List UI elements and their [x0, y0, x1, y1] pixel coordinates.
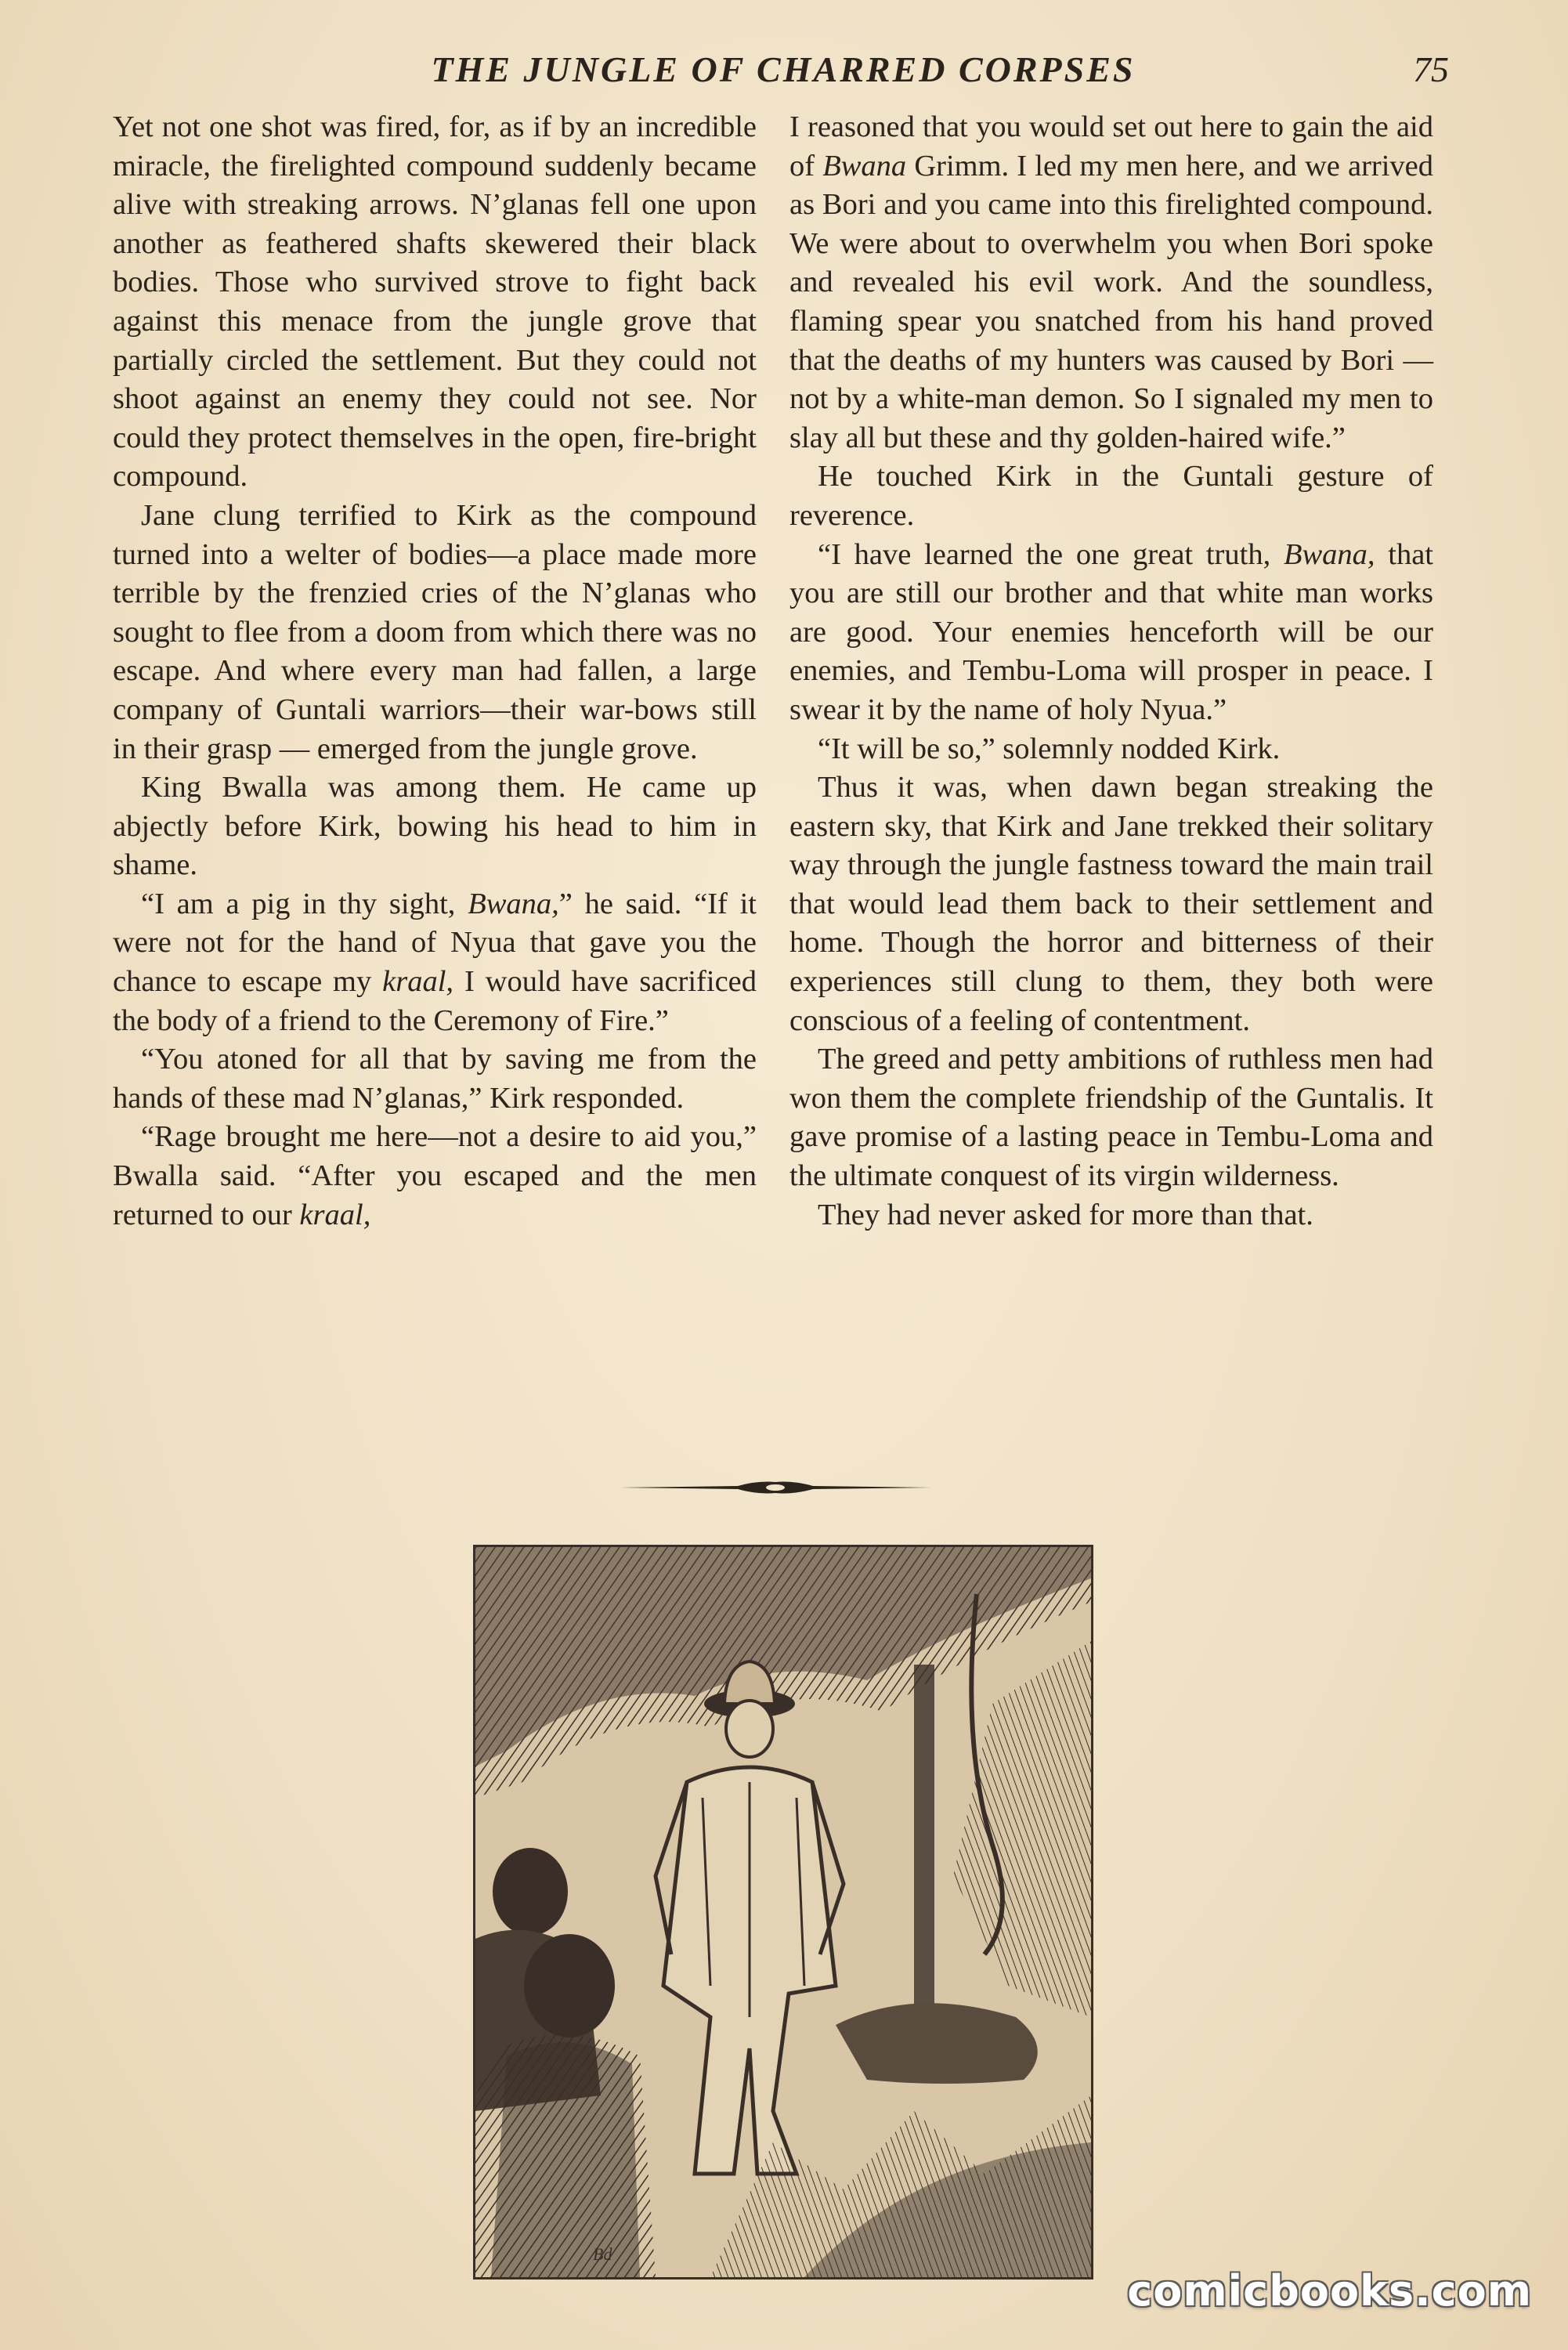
paragraph: The greed and petty ambitions of ruthless men had won them the complete friendship of the Guntalis. It gave promise of a lasting peace in Tembu-Loma and the ultimate conquest of its virgin wilderness. — [789, 1043, 1433, 1193]
left-text-column — [113, 108, 757, 1235]
watermark-text: comicbooks.com — [1127, 2266, 1532, 2316]
illustration-drawing — [475, 1547, 1091, 2277]
paragraph: “It will be so,” solemnly nodded Kirk. — [818, 732, 1281, 765]
lying-figure — [836, 2003, 1038, 2084]
paragraph: Thus it was, when dawn began streaking the eastern sky, that Kirk and Jane trekked their solitary way through the jungle fastness toward the main trail that would lead them back to their settlement and home. Though the horror and bitterness of their experiences still clung to them, they both were conscious of a feeling of contentment. — [789, 771, 1433, 1037]
paragraph: They had never asked for more than that. — [818, 1198, 1313, 1231]
artist-signature: Bd — [593, 2244, 612, 2264]
paragraph: “I am a pig in thy sight, Bwana,” he said. “If it were not for the hand of Nyua that gave you the chance to escape my kraal, I would have sacrificed the body of a friend to the Ceremony of Fire.” — [113, 887, 757, 1037]
paragraph: Jane clung terrified to Kirk as the compound turned into a welter of bodies—a place made more terrible by the frenzied cries of the N’glanas who sought to flee from a doom from which there was no escape. And where every man had fallen, a large company of Guntali warriors—their war-bows still in their grasp — emerged from the jungle grove. — [113, 498, 757, 765]
paragraph: King Bwalla was among them. He came up abjectly before Kirk, bowing his head to him in shame. — [113, 771, 757, 882]
jungle-scene-illustration — [473, 1545, 1093, 2280]
paragraph: He touched Kirk in the Guntali gesture of reverence. — [789, 460, 1433, 532]
paragraph: “Rage brought me here—not a desire to aid you,” Bwalla said. “After you escaped and the men returned to our kraal, — [113, 1120, 757, 1231]
page-number: 75 — [1413, 49, 1449, 89]
paragraph: I reasoned that you would set out here to gain the aid of Bwana Grimm. I led my men here, and we arrived as Bori and you came into this firelighted compound. We were about to overwhelm you when Bori spoke and revealed his evil work. And the soundless, flaming spear you snatched from his hand proved that the deaths of my hunters was caused by Bori — not by a white-man demon. So I signaled my men to slay all but these and thy golden-haired wife.” — [789, 110, 1433, 454]
paragraph: “I have learned the one great truth, Bwana, that you are still our brother and that white man works are good. Your enemies henceforth will be our enemies, and Tembu-Loma will prosper in peace. I swear it by the name of holy Nyua.” — [789, 537, 1434, 726]
section-divider-ornament — [620, 1479, 930, 1496]
paragraph: Yet not one shot was fired, for, as if by an incredible miracle, the firelighted compound suddenly became alive with streaking arrows. N’glanas fell one upon another as feathered shafts skewered their black bodies. Those who survived strove to fight back against this menace from the jungle grove that partially circled the settlement. But they could not shoot against an enemy they could not see. Nor could they protect themselves in the open, fire-bright compound. — [113, 110, 757, 494]
paragraph: “You atoned for all that by saving me from the hands of these mad N’glanas,” Kirk responded. — [113, 1043, 757, 1115]
right-text-column — [789, 108, 1433, 1235]
running-title: THE JUNGLE OF CHARRED CORPSES — [431, 49, 1136, 89]
running-header — [117, 49, 1449, 96]
